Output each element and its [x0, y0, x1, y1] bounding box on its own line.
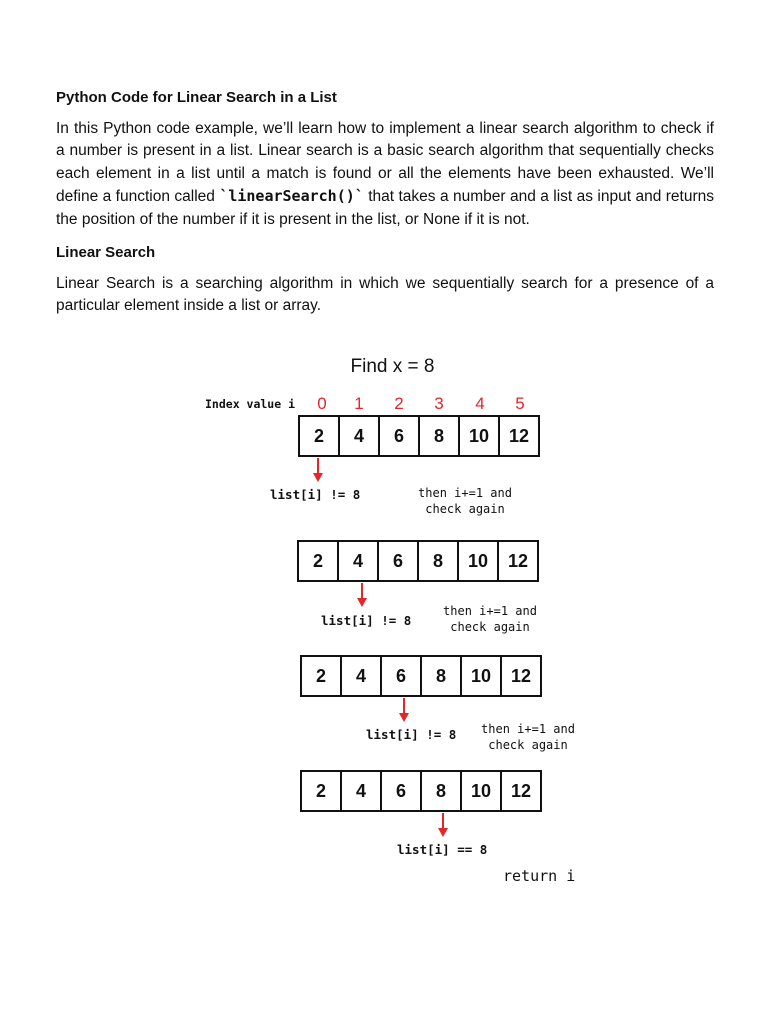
array-cell: 10 [462, 772, 502, 810]
inline-code-linearsearch: `linearSearch()` [219, 187, 364, 206]
array-cell: 12 [510, 665, 532, 686]
note-line2: check again [450, 620, 530, 634]
note-step1 [405, 485, 525, 517]
array-cell: 4 [342, 772, 382, 810]
array-cell: 2 [299, 542, 339, 580]
array-cell: 2 [302, 657, 342, 695]
index-5: 5 [515, 394, 525, 413]
array-cell: 6 [382, 772, 422, 810]
note-line1: then i+=1 and [443, 604, 537, 618]
array-cell: 10 [462, 657, 502, 695]
document-body [56, 88, 714, 318]
array-row-step4 [300, 770, 542, 812]
array-cell: 4 [339, 542, 379, 580]
intro-paragraph [56, 118, 714, 231]
array-cell: 8 [420, 417, 460, 455]
pointer-arrow-icon [356, 583, 368, 609]
definition-paragraph: Linear Search is a searching algorithm in which we sequentially search for a presence of a particular element inside a list or array. [56, 275, 714, 315]
note-step3 [468, 721, 588, 753]
index-0: 0 [317, 394, 327, 413]
array-cell: 8 [419, 542, 459, 580]
linear-search-diagram [200, 350, 600, 890]
array-cell: 8 [422, 772, 462, 810]
pointer-arrow-icon [437, 813, 449, 839]
array-cell: 2 [302, 772, 342, 810]
intro-text-start: In this Python code example, we’ll learn how to implement a linear search algorithm to check if a number is present in a list. Linear search is a basic search algorithm that sequentially checks each element in a list until a match is found or all the elements have been exhausted. We’ll define a function called [56, 120, 714, 206]
array-cell: 12 [507, 550, 529, 571]
note-line2: check again [488, 738, 568, 752]
note-line2: check again [425, 502, 505, 516]
array-cell: 12 [508, 425, 530, 446]
array-cell: 6 [379, 542, 419, 580]
index-value-label: Index value i [205, 397, 296, 411]
section-heading-python-code: Python Code for Linear Search in a List [56, 89, 337, 106]
array-cell: 10 [460, 417, 500, 455]
pointer-arrow-icon [398, 698, 410, 724]
diagram-title: Find x = 8 [350, 356, 435, 377]
intro-text-end: that takes a number and a list as input and returns the position of the number if it is present in the list, or None if it is not. [56, 188, 714, 228]
array-cell: 6 [382, 657, 422, 695]
array-row-step3 [300, 655, 542, 697]
array-row-step2 [297, 540, 539, 582]
array-cell: 8 [422, 657, 462, 695]
array-cell: 10 [459, 542, 499, 580]
index-3: 3 [434, 394, 444, 413]
array-row-step1 [298, 415, 540, 457]
array-cell: 4 [340, 417, 380, 455]
note-line1: then i+=1 and [481, 722, 575, 736]
condition-step3: list[i] != 8 [366, 727, 457, 742]
note-step2 [430, 603, 550, 635]
index-4: 4 [475, 394, 485, 413]
array-cell: 6 [380, 417, 420, 455]
index-1: 1 [354, 394, 364, 413]
index-2: 2 [394, 394, 404, 413]
condition-step2: list[i] != 8 [321, 613, 412, 628]
note-line1: then i+=1 and [418, 486, 512, 500]
condition-step4: list[i] == 8 [397, 842, 488, 857]
section-heading-linear-search: Linear Search [56, 244, 156, 262]
array-cell: 12 [510, 780, 532, 801]
array-cell: 4 [342, 657, 382, 695]
array-cell: 2 [300, 417, 340, 455]
condition-step1: list[i] != 8 [270, 487, 361, 502]
return-statement: return i [503, 867, 576, 885]
pointer-arrow-icon [312, 458, 324, 484]
